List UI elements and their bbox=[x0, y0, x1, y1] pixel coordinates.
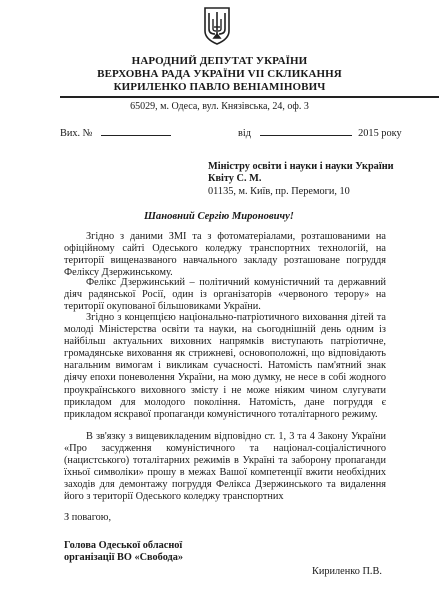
date-line bbox=[238, 126, 402, 140]
header-line-parliament: ВЕРХОВНА РАДА УКРАЇНИ VII СКЛИКАННЯ bbox=[97, 68, 342, 80]
outgoing-number-blank bbox=[101, 126, 171, 136]
date-blank bbox=[260, 126, 352, 136]
signer-name: Кириленко П.В. bbox=[312, 566, 382, 577]
outgoing-number-label bbox=[60, 126, 171, 140]
body-paragraph-1: Згідно з даними ЗМІ та з фотоматеріалами, розташованими на офіційному сайті Одеського коледжу транспортних технологій, на території вищеназваного навчального закладу розташоване погруддя Феліксу Дзержинському. bbox=[64, 231, 386, 279]
outgoing-number-text: Вих. № bbox=[60, 128, 93, 139]
header-address: 65029, м. Одеса, вул. Князівська, 24, оф. 3 bbox=[130, 101, 309, 112]
signer-title-line-1: Голова Одеської обласної bbox=[64, 540, 183, 551]
body-paragraph-3: Згідно з концепцією національно-патріотичного виховання дітей та молоді Міністерства освіти та науки, на сьогоднішній день одним із найбільш актуальних виховних напрямків виступають патріотичне, громадянське виховання як стрижневі, основоположні, що відповідають нагальним вимогам і викликам сучасності. Натомість пам'ятний знак діячу епохи поневолення України, на мою думку, не несе в собі жодного проукраїнського виховного змісту і не може ніяким чином слугувати прикладом для молодого покоління. Натомість, дане погруддя є прикладом яскравої пропаганди комуністичного тоталітарного режиму. bbox=[64, 312, 386, 420]
salutation: Шановний Сергію Мироновичу! bbox=[144, 211, 294, 222]
header-line-deputy: НАРОДНИЙ ДЕПУТАТ УКРАЇНИ bbox=[131, 55, 308, 67]
recipient-name: Квіту С. М. bbox=[208, 173, 262, 184]
recipient-address: 01135, м. Київ, пр. Перемоги, 10 bbox=[208, 186, 350, 197]
header-line-name: КИРИЛЕНКО ПАВЛО ВЕНІАМІНОВИЧ bbox=[113, 81, 326, 93]
date-label: від bbox=[238, 128, 251, 139]
closing-text: З повагою, bbox=[64, 512, 112, 523]
signer-title-line-2: організації ВО «Свобода» bbox=[64, 552, 184, 563]
header-divider bbox=[60, 96, 439, 98]
body-paragraph-4: В зв'язку з вищевикладеним відповідно ст. 1, 3 та 4 Закону України «Про засудження комуністичного та націонал-соціалістичного (нацистського) тоталітарних режимів в Україні та заборону пропаганди їхньої символіки» прошу в межах Вашої компетенції вжити необхідних заходів для демонтажу погруддя Фелікса Дзержинського та видалення його з території Одеського коледжу транспортних bbox=[64, 431, 386, 503]
body-paragraph-2: Фелікс Дзержинський – політичний комуністичний та державний діяч радянської Росії, один із організаторів «червоного терору» на території окупованої більшовиками України. bbox=[64, 277, 386, 313]
date-year: 2015 року bbox=[358, 128, 402, 139]
recipient-ministry: Міністру освіти і науки і науки України bbox=[208, 161, 394, 172]
trident-coat-of-arms-icon bbox=[204, 7, 230, 45]
